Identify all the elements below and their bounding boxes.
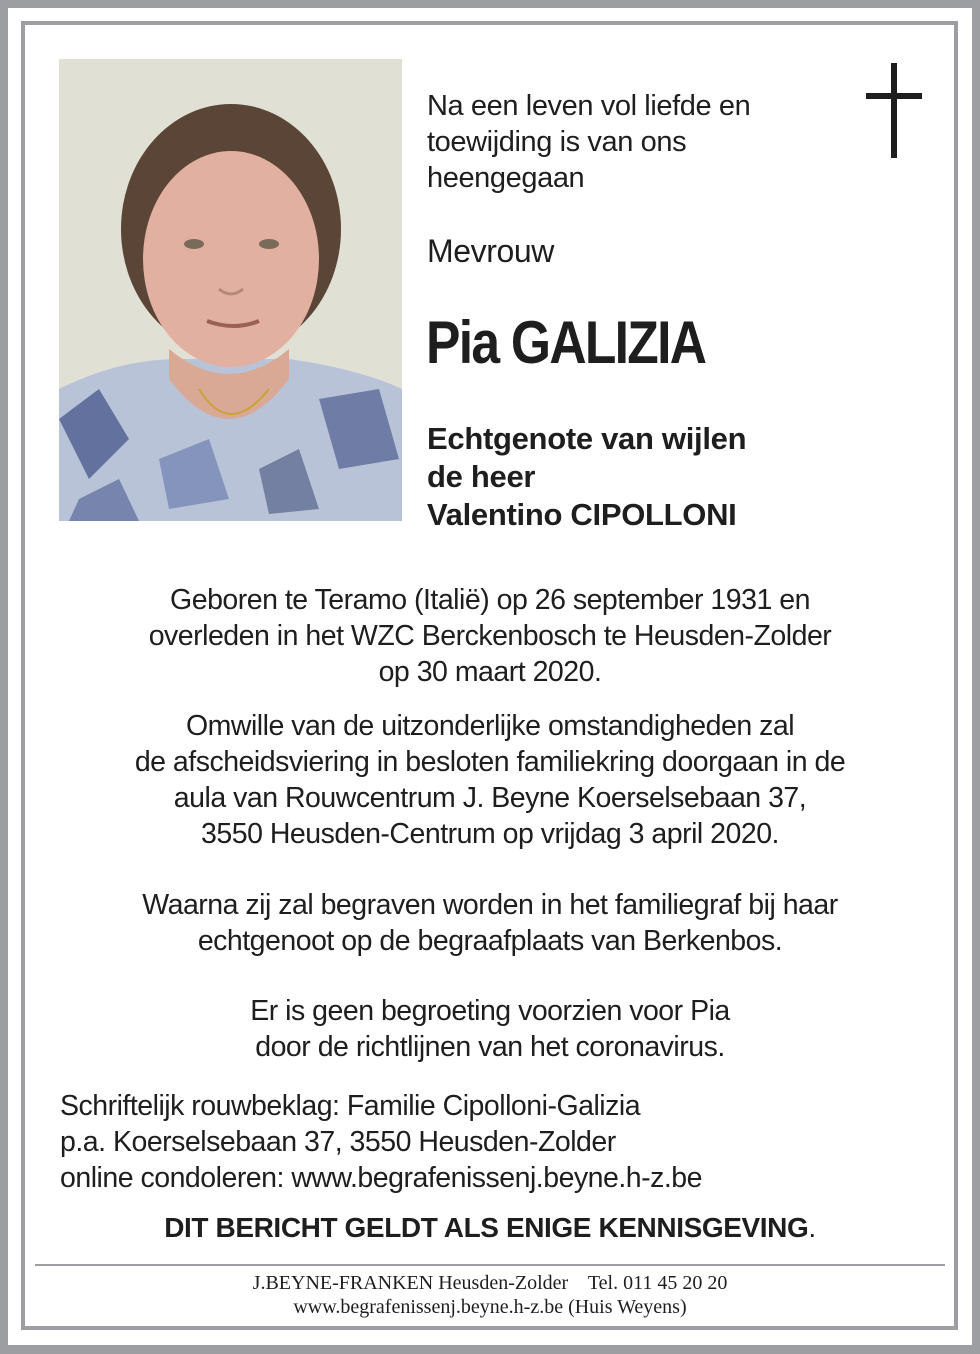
spouse-info [427, 420, 847, 534]
cross-icon [866, 63, 922, 159]
paragraph-line: Geboren te Teramo (Italië) op 26 september 1931 en [170, 584, 810, 616]
footer-line-company [40, 1271, 940, 1295]
footer-phone: Tel. 011 45 20 20 [587, 1272, 728, 1294]
footer-divider [35, 1264, 945, 1266]
intro-line: toewijding is van ons [427, 126, 687, 158]
burial-paragraph [40, 887, 940, 959]
paragraph-line: aula van Rouwcentrum J. Beyne Koerselsebaan 37, [173, 782, 807, 814]
birth-death-paragraph [40, 582, 940, 690]
deceased-name: Pia GALIZIA [426, 309, 706, 376]
paragraph-line: de afscheidsviering in besloten familiekring doorgaan in de [134, 746, 846, 778]
spouse-line: Echtgenote van wijlen [427, 421, 747, 456]
ceremony-paragraph [40, 708, 940, 852]
notice-statement [40, 1210, 940, 1246]
greeting-paragraph [40, 993, 940, 1065]
paragraph-line: Er is geen begroeting voorzien voor Pia [250, 995, 730, 1027]
contact-line: Schriftelijk rouwbeklag: Familie Cipolloni-Galizia [60, 1090, 641, 1122]
notice-period: . [808, 1212, 816, 1243]
paragraph-line: op 30 maart 2020. [378, 656, 602, 688]
paragraph-line: overleden in het WZC Berckenbosch te Heusden-Zolder [148, 620, 832, 652]
notice-text: DIT BERICHT GELDT ALS ENIGE KENNISGEVING [164, 1212, 809, 1243]
intro-line: Na een leven vol liefde en [427, 90, 751, 122]
cross-vertical-bar [891, 63, 897, 158]
contact-info [60, 1088, 920, 1196]
footer-company: J.BEYNE-FRANKEN Heusden-Zolder [252, 1272, 569, 1294]
intro-line: heengegaan [427, 162, 585, 194]
intro-text [427, 88, 827, 196]
contact-line: p.a. Koerselsebaan 37, 3550 Heusden-Zolder [60, 1126, 616, 1158]
paragraph-line: door de richtlijnen van het coronavirus. [255, 1031, 725, 1063]
paragraph-line: 3550 Heusden-Centrum op vrijdag 3 april 2020. [201, 818, 779, 850]
spouse-line: de heer [427, 459, 536, 494]
title-prefix: Mevrouw [427, 233, 555, 269]
contact-line: online condoleren: www.begrafenissenj.beyne.h-z.be [60, 1162, 703, 1194]
cross-horizontal-bar [866, 93, 922, 99]
paragraph-line: echtgenoot op de begraafplaats van Berkenbos. [197, 925, 783, 957]
paragraph-line: Omwille van de uitzonderlijke omstandigheden zal [185, 710, 795, 742]
footer-website: www.begrafenissenj.beyne.h-z.be (Huis Weyens) [293, 1296, 687, 1318]
portrait-illustration [59, 59, 402, 521]
spouse-line: Valentino CIPOLLONI [427, 497, 737, 532]
funeral-home-footer [40, 1271, 940, 1319]
paragraph-line: Waarna zij zal begraven worden in het familiegraf bij haar [142, 889, 838, 921]
portrait-photo [59, 59, 402, 521]
